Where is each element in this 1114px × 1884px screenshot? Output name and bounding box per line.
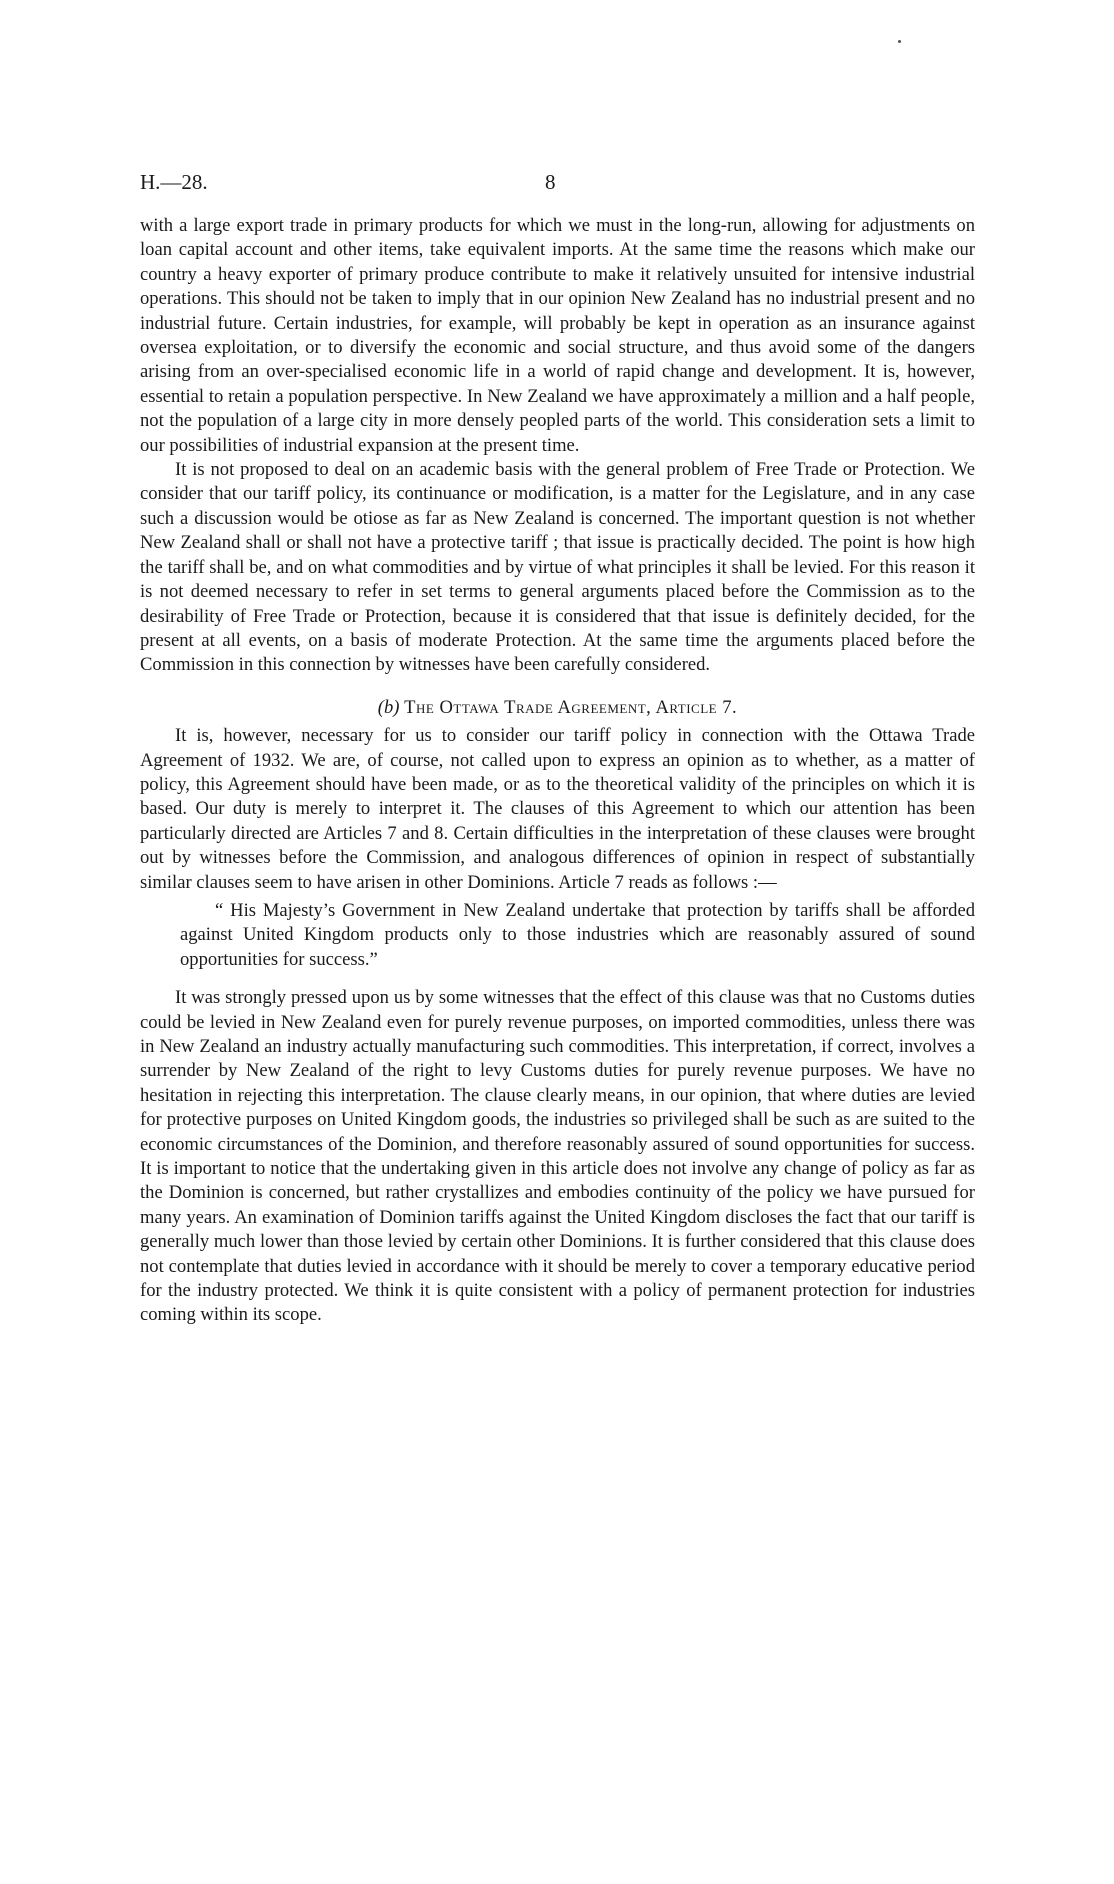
document-page [140, 0, 975, 1884]
article-quote [180, 899, 975, 972]
paragraph-interpretation: It was strongly pressed upon us by some witnesses that the effect of this clause was that no Customs duties could be levied in New Zealand even for purely revenue purposes, on imported commodities, unless there was in New Zealand an industry actually manufacturing such commodities. This interpretation, if correct, involves a surrender by New Zealand of the right to levy Customs duties for purely revenue purposes. We have no hesitation in rejecting this interpretation. The clause clearly means, in our opinion, that where duties are levied for protective purposes on United Kingdom goods, the industries so privileged shall be such as are suited to the economic circumstances of the Dominion, and therefore reasonably assured of sound opportunities for success. It is important to notice that the undertaking given in this article does not involve any change of policy as far as the Dominion is concerned, but rather crystallizes and embodies continuity of the policy we have pursued for many years. An examination of Dominion tariffs against the United Kingdom discloses the fact that our tariff is generally much lower than those levied by certain other Dominions. It is further considered that this clause does not contemplate that duties levied in accordance with it should be merely to cover a temporary educative period for the industry protected. We think it is quite consistent with a policy of permanent protection for industries coming within its scope. [140, 987, 975, 1326]
section-title: The Ottawa Trade Agreement, Article 7. [404, 696, 738, 718]
quote-text: “ His Majesty’s Government in New Zealand undertake that protection by tariffs shall be afforded against United Kingdom products only to those industries which are reasonably assured of sound opportunities for success.” [180, 899, 975, 970]
page-header [140, 170, 975, 200]
document-id: H.—28. [140, 170, 208, 194]
body-text [140, 214, 975, 1328]
page-number: 8 [545, 170, 556, 194]
paragraph-free-trade: It is not proposed to deal on an academic basis with the general problem of Free Trade or Protection. We consider that our tariff policy, its continuance or modification, is a matter for the Legislature, and in any case such a discussion would be otiose as far as New Zealand is concerned. The important question is not whether New Zealand shall or shall not have a protective tariff ; that issue is practically decided. The point is how high the tariff shall be, and on what commodities and by virtue of what principles it shall be levied. For this reason it is not deemed necessary to refer in set terms to general arguments placed before the Commission as to the desirability of Free Trade or Protection, because it is considered that that issue is definitely decided, for the present at all events, on a basis of moderate Protection. At the same time the arguments placed before the Commission in this connection by witnesses have been carefully considered. [140, 459, 975, 676]
paragraph-ottawa: It is, however, necessary for us to consider our tariff policy in connection with the Ottawa Trade Agreement of 1932. We are, of course, not called upon to express an opinion as to whether, as a matter of policy, this Agreement should have been made, or as to the theoretical validity of the principles on which it is based. Our duty is merely to interpret it. The clauses of this Agreement to which our attention has been particularly directed are Articles 7 and 8. Certain difficulties in the interpretation of these clauses were brought out by witnesses before the Commission, and analogous differences of opinion in respect of substantially similar clauses seem to have arisen in other Dominions. Article 7 reads as follows :— [140, 725, 975, 893]
section-marker: (b) [377, 696, 400, 718]
paragraph-continued: with a large export trade in primary products for which we must in the long-run, allowing for adjustments on loan capital account and other items, take equivalent imports. At the same time the reasons which make our country a heavy exporter of primary produce contribute to make it relatively unsuited for intensive industrial operations. This should not be taken to imply that in our opinion New Zealand has no industrial present and no industrial future. Certain industries, for example, will probably be kept in operation as an insurance against oversea exploitation, or to diversify the economic and social structure, and thus avoid some of the dangers arising from an over-specialised economic life in a world of rapid change and development. It is, however, essential to retain a population perspective. In New Zealand we have approximately a million and a half people, not the population of a large city in more densely peopled parts of the world. This consideration sets a limit to our possibilities of industrial expansion at the present time. [140, 215, 975, 456]
section-heading [140, 696, 975, 720]
